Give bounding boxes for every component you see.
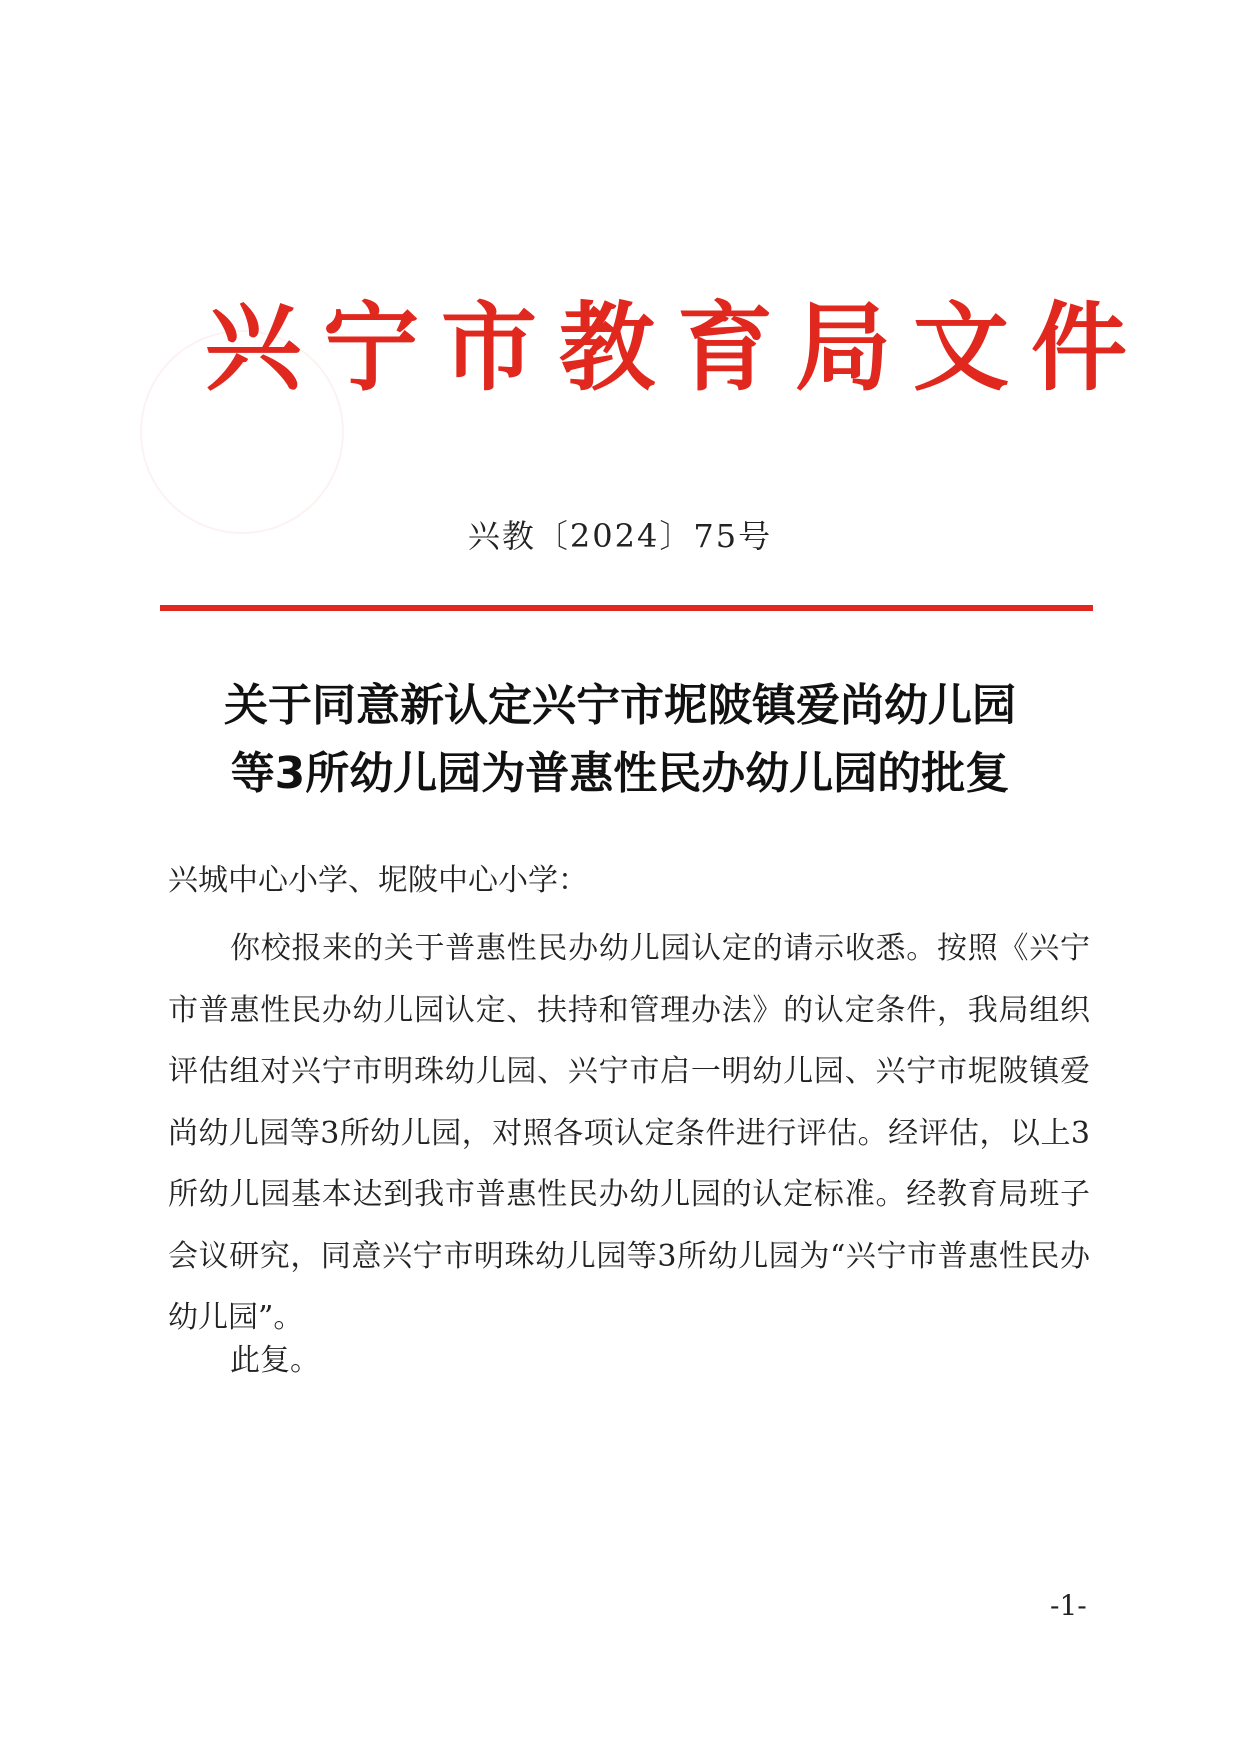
body-paragraph: 你校报来的关于普惠性民办幼儿园认定的请示收悉。按照《兴宁市普惠性民办幼儿园认定、扶持和管理办法》的认定条件，我局组织评估组对兴宁市明珠幼儿园、兴宁市启一明幼儿园、兴宁市坭陂镇爱尚幼儿园等3所幼儿园，对照各项认定条件进行评估。经评估，以上3所幼儿园基本达到我市普惠性民办幼儿园的认定标准。经教育局班子会议研究，同意兴宁市明珠幼儿园等3所幼儿园为“兴宁市普惠性民办幼儿园”。	[168, 931, 1090, 1335]
page-number: -1-	[1050, 1589, 1087, 1622]
red-divider-line	[160, 605, 1093, 611]
subject-line-2: 等3所幼儿园为普惠性民办幼儿园的批复	[230, 748, 1010, 799]
document-header-title: 兴宁市教育局文件	[205, 292, 1149, 404]
addressee: 兴城中心小学、坭陂中心小学：	[168, 863, 588, 898]
document-subject	[0, 672, 1240, 808]
subject-line-1: 关于同意新认定兴宁市坭陂镇爱尚幼儿园	[224, 680, 1016, 731]
document-number: 兴教〔2024〕75号	[467, 517, 773, 555]
closing-text: 此复。	[230, 1343, 320, 1378]
